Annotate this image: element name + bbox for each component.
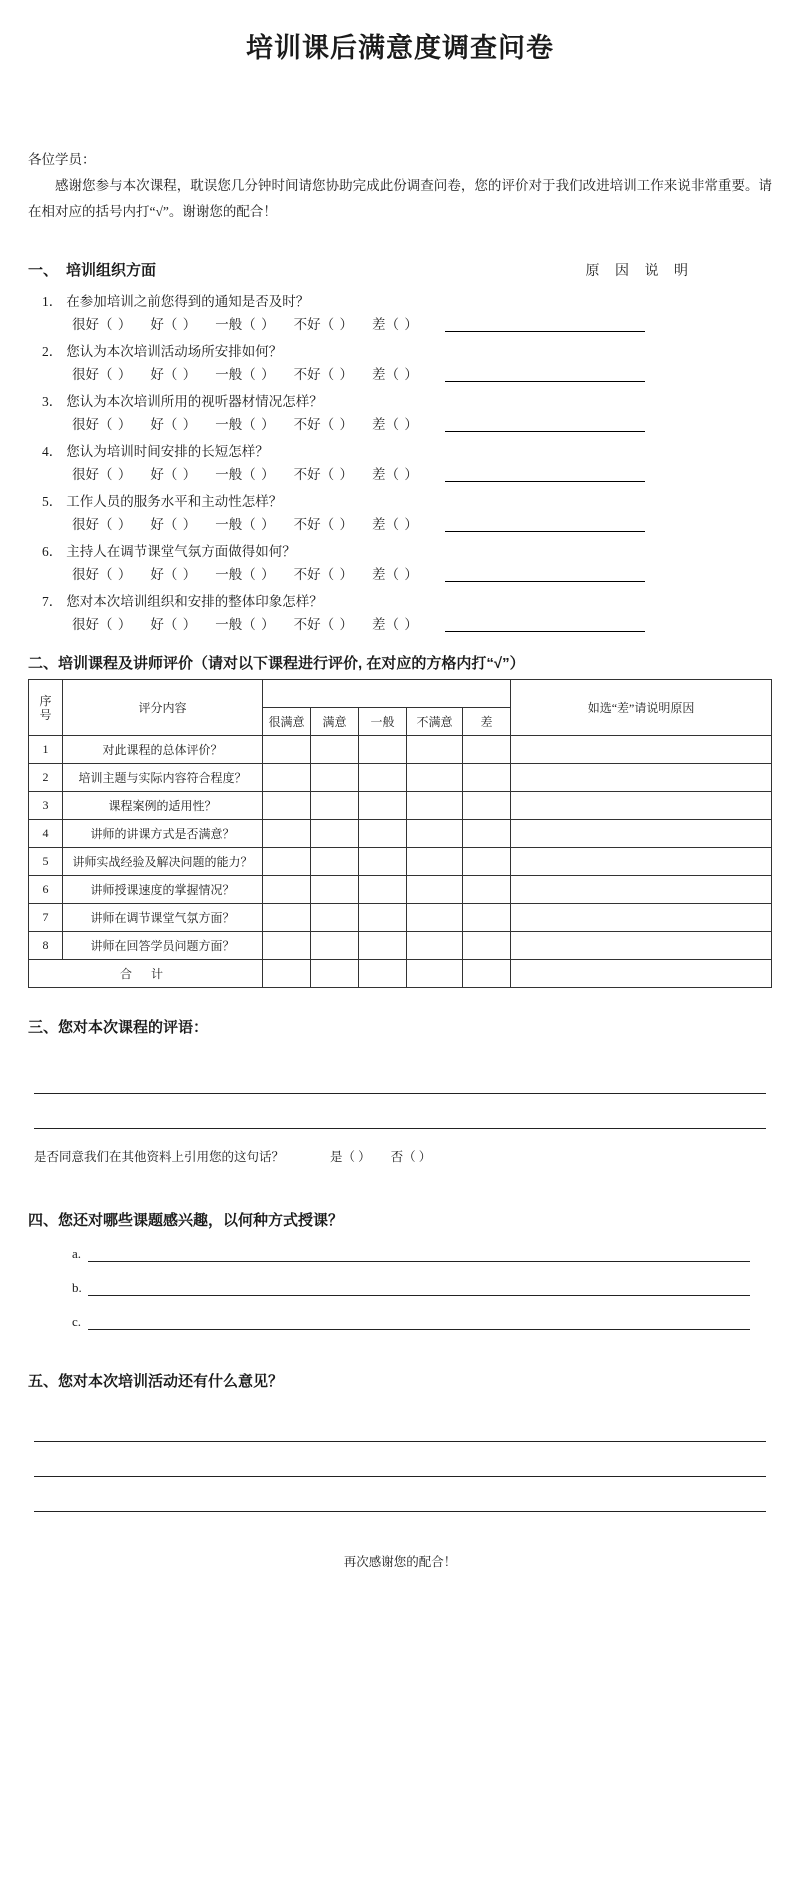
rating-checkbox-paren[interactable]: （ ）: [163, 367, 198, 382]
table-row: [29, 792, 772, 820]
section5-title: 您对本次培训活动还有什么意见？: [58, 1373, 284, 1390]
rating-checkbox-paren[interactable]: （ ）: [242, 567, 276, 582]
rating-option[interactable]: [294, 563, 354, 586]
rating-checkbox-paren[interactable]: （ ）: [385, 517, 419, 532]
reason-input-cell[interactable]: [511, 792, 772, 820]
table-row: [29, 876, 772, 904]
row-number-cell: 7: [29, 904, 63, 932]
rating-checkbox-cell[interactable]: [311, 764, 359, 792]
rating-checkbox-cell[interactable]: [463, 792, 511, 820]
question-number: 7．: [42, 594, 63, 609]
rating-checkbox-paren[interactable]: （ ）: [163, 617, 198, 632]
lettered-answer-label: a.: [72, 1246, 82, 1261]
th-scale: 满意: [311, 708, 359, 736]
th-serial: [29, 680, 63, 736]
section2-header: [28, 652, 772, 673]
section3-header: [28, 1016, 772, 1037]
rating-checkbox-paren[interactable]: （ ）: [242, 367, 276, 382]
rating-option-label: 很好: [72, 467, 99, 482]
rating-option[interactable]: [215, 363, 275, 386]
rating-option-label: 一般: [215, 567, 243, 582]
rating-checkbox-cell[interactable]: [311, 904, 359, 932]
reason-input-cell[interactable]: [511, 764, 772, 792]
table-row: [29, 736, 772, 764]
rating-option-label: 很好: [72, 517, 99, 532]
rating-checkbox-paren[interactable]: （ ）: [242, 317, 276, 332]
rating-checkbox-cell[interactable]: [311, 848, 359, 876]
rating-option[interactable]: [372, 413, 419, 436]
rating-checkbox-paren[interactable]: （ ）: [163, 567, 198, 582]
section1-header: [28, 259, 772, 280]
rating-checkbox-paren[interactable]: （ ）: [385, 367, 419, 382]
th-scale: 差: [463, 708, 511, 736]
rating-option-label: 好: [150, 467, 164, 482]
row-content-cell: 对此课程的总体评价？: [63, 736, 263, 764]
footer-thanks: 再次感谢您的配合！: [343, 1555, 457, 1569]
lettered-answer-row: [28, 1246, 772, 1262]
rating-checkbox-paren[interactable]: （ ）: [320, 417, 354, 432]
rating-checkbox-cell[interactable]: [311, 932, 359, 960]
lettered-answer-row: [28, 1280, 772, 1296]
rating-option-row: [28, 413, 772, 436]
rating-option-label: 好: [150, 567, 164, 582]
lettered-answer-row: [28, 1314, 772, 1330]
section3-number: 三、: [28, 1019, 59, 1036]
evaluation-table: [28, 679, 772, 988]
reason-blank-line[interactable]: [445, 567, 645, 582]
rating-checkbox-cell[interactable]: [263, 736, 311, 764]
intro-body: 感谢您参与本次课程，耽误您几分钟时间请您协助完成此份调查问卷，您的评价对于我们改进培训工作来说非常重要。请在相对应的括号内打“√”。谢谢您的配合！: [28, 178, 772, 219]
rating-checkbox-cell[interactable]: [407, 792, 463, 820]
rating-option[interactable]: [150, 413, 197, 436]
th-reason: 如选“差”请说明原因: [511, 680, 772, 736]
rating-option-label: 很好: [72, 317, 99, 332]
rating-checkbox-cell[interactable]: [407, 932, 463, 960]
rating-checkbox-cell[interactable]: [359, 736, 407, 764]
rating-checkbox-paren[interactable]: （ ）: [385, 417, 419, 432]
rating-checkbox-paren[interactable]: （ ）: [320, 567, 354, 582]
question-number: 4．: [42, 444, 63, 459]
rating-option-label: 好: [150, 417, 164, 432]
quote-permission-row: [34, 1147, 766, 1165]
reason-blank-line[interactable]: [445, 517, 645, 532]
intro-salutation: 各位学员：: [28, 152, 96, 167]
rating-option-label: 一般: [215, 417, 243, 432]
rating-checkbox-paren[interactable]: （ ）: [385, 317, 419, 332]
rating-option-label: 不好: [293, 517, 321, 532]
question-text: [28, 490, 772, 513]
section1-question-list: [28, 290, 772, 636]
question-text: [28, 390, 772, 413]
rating-option-label: 差: [372, 467, 386, 482]
rating-option[interactable]: [150, 563, 197, 586]
th-scale: 不满意: [407, 708, 463, 736]
table-row: [29, 932, 772, 960]
row-content-cell: 讲师的讲课方式是否满意？: [63, 820, 263, 848]
question-label: 您认为培训时间安排的长短怎样？: [66, 444, 269, 459]
section2-number: 二、: [28, 655, 59, 672]
comment-line[interactable]: [34, 1059, 766, 1094]
total-cell[interactable]: [263, 960, 311, 988]
opinion-line[interactable]: [34, 1477, 766, 1512]
comment-line[interactable]: [34, 1094, 766, 1129]
rating-option[interactable]: [150, 513, 197, 536]
rating-option-row: [28, 613, 772, 636]
row-number-cell: 1: [29, 736, 63, 764]
rating-option-label: 好: [150, 367, 164, 382]
rating-checkbox-paren[interactable]: （ ）: [99, 317, 133, 332]
page-title: 培训课后满意度调查问卷: [246, 33, 554, 63]
intro-block: [28, 147, 772, 225]
rating-checkbox-cell[interactable]: [359, 876, 407, 904]
rating-option-row: [28, 313, 772, 336]
rating-option-label: 很好: [72, 417, 99, 432]
question-text: [28, 440, 772, 463]
row-number-cell: 4: [29, 820, 63, 848]
rating-checkbox-cell[interactable]: [463, 764, 511, 792]
rating-option[interactable]: [150, 613, 197, 636]
reason-input-cell[interactable]: [511, 736, 772, 764]
question-item: [28, 590, 772, 636]
rating-option[interactable]: [294, 413, 354, 436]
total-cell[interactable]: [463, 960, 511, 988]
question-item: [28, 440, 772, 486]
th-content: 评分内容: [63, 680, 263, 736]
rating-option[interactable]: [72, 313, 132, 336]
rating-checkbox-cell[interactable]: [407, 876, 463, 904]
question-text: [28, 290, 772, 313]
row-number-cell: 6: [29, 876, 63, 904]
rating-checkbox-cell[interactable]: [463, 932, 511, 960]
rating-checkbox-paren[interactable]: （ ）: [99, 467, 133, 482]
rating-checkbox-cell[interactable]: [311, 876, 359, 904]
rating-option-label: 不好: [293, 567, 321, 582]
reason-blank-line[interactable]: [445, 617, 645, 632]
section1-number: 一、: [28, 262, 59, 279]
rating-option-row: [28, 513, 772, 536]
rating-option[interactable]: [372, 313, 419, 336]
section1-title: 培训组织方面: [66, 262, 157, 279]
question-label: 您对本次培训组织和安排的整体印象怎样？: [66, 594, 323, 609]
th-scale: 一般: [359, 708, 407, 736]
rating-checkbox-paren[interactable]: （ ）: [99, 617, 133, 632]
section2-title: 培训课程及讲师评价（请对以下课程进行评价, 在对应的方格内打“√”）: [58, 655, 525, 672]
rating-checkbox-cell[interactable]: [263, 848, 311, 876]
rating-checkbox-paren[interactable]: （ ）: [320, 367, 354, 382]
rating-option-row: [28, 463, 772, 486]
opinion-line[interactable]: [34, 1407, 766, 1442]
rating-option[interactable]: [215, 463, 275, 486]
rating-option-row: [28, 363, 772, 386]
rating-option-label: 好: [150, 317, 164, 332]
total-cell[interactable]: [359, 960, 407, 988]
rating-checkbox-cell[interactable]: [359, 848, 407, 876]
rating-checkbox-cell[interactable]: [263, 820, 311, 848]
rating-checkbox-paren[interactable]: （ ）: [163, 467, 198, 482]
question-number: 5．: [42, 494, 63, 509]
section3-title: 您对本次课程的评语：: [58, 1019, 209, 1036]
th-scale-span: [263, 680, 511, 708]
rating-checkbox-cell[interactable]: [359, 792, 407, 820]
rating-option-label: 很好: [72, 567, 99, 582]
row-number-cell: 8: [29, 932, 63, 960]
rating-checkbox-paren[interactable]: （ ）: [163, 517, 198, 532]
section4-item-list: [28, 1246, 772, 1330]
rating-checkbox-paren[interactable]: （ ）: [242, 617, 276, 632]
table-row: [29, 764, 772, 792]
section3-block: [28, 1016, 772, 1165]
section5-header: [28, 1370, 772, 1391]
question-label: 工作人员的服务水平和主动性怎样？: [66, 494, 283, 509]
rating-option[interactable]: [72, 463, 132, 486]
row-content-cell: 课程案例的适用性？: [63, 792, 263, 820]
reason-column-label: 原 因 说 明: [585, 264, 694, 279]
question-number: 2．: [42, 344, 63, 359]
rating-checkbox-cell[interactable]: [407, 764, 463, 792]
lettered-answer-line[interactable]: [88, 1247, 750, 1262]
question-item: [28, 540, 772, 586]
question-number: 1．: [42, 294, 63, 309]
rating-option-label: 差: [372, 567, 386, 582]
rating-option-label: 差: [372, 417, 386, 432]
lettered-answer-line[interactable]: [88, 1315, 750, 1330]
row-number-cell: 5: [29, 848, 63, 876]
rating-checkbox-paren[interactable]: （ ）: [163, 317, 198, 332]
rating-option-label: 一般: [215, 367, 243, 382]
row-number-cell: 2: [29, 764, 63, 792]
opinion-line[interactable]: [34, 1442, 766, 1477]
rating-checkbox-paren[interactable]: （ ）: [242, 467, 276, 482]
rating-option[interactable]: [215, 563, 275, 586]
reason-input-cell[interactable]: [511, 932, 772, 960]
th-serial-label: 序号: [39, 693, 52, 722]
section4-header: [28, 1209, 772, 1230]
rating-option[interactable]: [294, 363, 354, 386]
row-number-cell: 3: [29, 792, 63, 820]
section4-block: [28, 1209, 772, 1330]
rating-option-label: 一般: [215, 617, 243, 632]
evaluation-table-body: [29, 736, 772, 960]
rating-checkbox-cell[interactable]: [359, 820, 407, 848]
row-content-cell: 讲师在回答学员问题方面？: [63, 932, 263, 960]
rating-checkbox-paren[interactable]: （ ）: [385, 467, 419, 482]
table-row: [29, 904, 772, 932]
rating-option[interactable]: [294, 513, 354, 536]
section5-block: [28, 1370, 772, 1512]
reason-blank-line[interactable]: [445, 317, 645, 332]
table-header-row-top: [29, 680, 772, 708]
rating-checkbox-cell[interactable]: [407, 820, 463, 848]
rating-option-label: 不好: [293, 617, 321, 632]
rating-option[interactable]: [72, 363, 132, 386]
rating-checkbox-paren[interactable]: （ ）: [99, 417, 133, 432]
rating-checkbox-cell[interactable]: [463, 904, 511, 932]
rating-checkbox-paren[interactable]: （ ）: [320, 317, 354, 332]
row-content-cell: 讲师在调节课堂气氛方面？: [63, 904, 263, 932]
rating-option-label: 一般: [215, 467, 243, 482]
rating-option-label: 很好: [72, 617, 99, 632]
rating-checkbox-cell[interactable]: [407, 848, 463, 876]
rating-option[interactable]: [372, 563, 419, 586]
total-label: 合 计: [119, 967, 171, 981]
rating-option-label: 不好: [293, 317, 321, 332]
table-row: [29, 848, 772, 876]
rating-option[interactable]: [150, 463, 197, 486]
rating-option-label: 不好: [293, 417, 321, 432]
question-item: [28, 340, 772, 386]
question-number: 3．: [42, 394, 63, 409]
reason-input-cell[interactable]: [511, 904, 772, 932]
section4-number: 四、: [28, 1212, 59, 1229]
rating-checkbox-paren[interactable]: （ ）: [320, 467, 354, 482]
rating-checkbox-paren[interactable]: （ ）: [385, 567, 419, 582]
rating-checkbox-cell[interactable]: [359, 764, 407, 792]
rating-option-label: 好: [150, 617, 164, 632]
rating-option[interactable]: [372, 363, 419, 386]
rating-option-label: 差: [372, 367, 386, 382]
rating-option-label: 差: [372, 617, 386, 632]
lettered-answer-label: c.: [72, 1314, 82, 1329]
question-label: 您认为本次培训活动场所安排如何？: [66, 344, 283, 359]
rating-option[interactable]: [372, 613, 419, 636]
total-label-cell: [29, 960, 263, 988]
rating-checkbox-paren[interactable]: （ ）: [242, 417, 276, 432]
th-scale: 很满意: [263, 708, 311, 736]
reason-input-cell[interactable]: [511, 820, 772, 848]
rating-option[interactable]: [215, 513, 275, 536]
reason-blank-line[interactable]: [445, 467, 645, 482]
question-item: [28, 490, 772, 536]
quote-option-yes[interactable]: 是（ ）: [330, 1150, 371, 1164]
rating-checkbox-paren[interactable]: （ ）: [320, 617, 354, 632]
lettered-answer-label: b.: [72, 1280, 82, 1295]
rating-option-label: 一般: [215, 517, 243, 532]
rating-option-label: 不好: [293, 367, 321, 382]
row-content-cell: 培训主题与实际内容符合程度？: [63, 764, 263, 792]
rating-checkbox-cell[interactable]: [263, 792, 311, 820]
rating-checkbox-cell[interactable]: [263, 932, 311, 960]
question-number: 6．: [42, 544, 63, 559]
total-cell[interactable]: [311, 960, 359, 988]
rating-option[interactable]: [215, 313, 275, 336]
rating-option[interactable]: [150, 363, 197, 386]
question-text: [28, 590, 772, 613]
reason-blank-line[interactable]: [445, 417, 645, 432]
section1-title-group: [28, 259, 156, 280]
table-total-row: [29, 960, 772, 988]
lettered-answer-line[interactable]: [88, 1281, 750, 1296]
rating-option[interactable]: [215, 413, 275, 436]
rating-checkbox-cell[interactable]: [463, 848, 511, 876]
reason-input-cell[interactable]: [511, 848, 772, 876]
rating-option-row: [28, 563, 772, 586]
rating-checkbox-paren[interactable]: （ ）: [99, 567, 133, 582]
question-text: [28, 340, 772, 363]
rating-option[interactable]: [72, 613, 132, 636]
rating-option[interactable]: [72, 513, 132, 536]
rating-checkbox-cell[interactable]: [311, 820, 359, 848]
rating-option[interactable]: [372, 513, 419, 536]
question-label: 主持人在调节课堂气氛方面做得如何？: [66, 544, 296, 559]
rating-option[interactable]: [294, 463, 354, 486]
rating-checkbox-cell[interactable]: [407, 904, 463, 932]
rating-option-label: 很好: [72, 367, 99, 382]
rating-checkbox-cell[interactable]: [263, 764, 311, 792]
rating-option[interactable]: [215, 613, 275, 636]
rating-option[interactable]: [294, 613, 354, 636]
rating-option[interactable]: [72, 413, 132, 436]
reason-input-cell[interactable]: [511, 876, 772, 904]
rating-checkbox-paren[interactable]: （ ）: [99, 367, 133, 382]
rating-checkbox-cell[interactable]: [263, 876, 311, 904]
rating-option[interactable]: [294, 313, 354, 336]
total-reason-cell[interactable]: [511, 960, 772, 988]
row-content-cell: 讲师授课速度的掌握情况？: [63, 876, 263, 904]
rating-option-label: 一般: [215, 317, 243, 332]
rating-option[interactable]: [150, 313, 197, 336]
quote-option-no[interactable]: 否（ ）: [390, 1150, 432, 1164]
rating-checkbox-cell[interactable]: [263, 904, 311, 932]
rating-checkbox-paren[interactable]: （ ）: [163, 417, 198, 432]
rating-checkbox-paren[interactable]: （ ）: [385, 617, 419, 632]
question-item: [28, 290, 772, 336]
rating-option-label: 差: [372, 317, 386, 332]
rating-checkbox-cell[interactable]: [463, 736, 511, 764]
rating-option-label: 不好: [293, 467, 321, 482]
rating-checkbox-paren[interactable]: （ ）: [320, 517, 354, 532]
rating-checkbox-cell[interactable]: [463, 820, 511, 848]
question-text: [28, 540, 772, 563]
rating-checkbox-paren[interactable]: （ ）: [99, 517, 133, 532]
section5-number: 五、: [28, 1373, 59, 1390]
reason-blank-line[interactable]: [445, 367, 645, 382]
question-item: [28, 390, 772, 436]
rating-checkbox-cell[interactable]: [359, 932, 407, 960]
rating-checkbox-cell[interactable]: [463, 876, 511, 904]
rating-checkbox-cell[interactable]: [407, 736, 463, 764]
rating-option-label: 好: [150, 517, 164, 532]
total-cell[interactable]: [407, 960, 463, 988]
question-label: 您认为本次培训所用的视听器材情况怎样？: [66, 394, 323, 409]
rating-checkbox-paren[interactable]: （ ）: [242, 517, 276, 532]
rating-option[interactable]: [72, 563, 132, 586]
rating-checkbox-cell[interactable]: [311, 792, 359, 820]
rating-checkbox-cell[interactable]: [359, 904, 407, 932]
table-row: [29, 820, 772, 848]
section4-title: 您还对哪些课题感兴趣，以何种方式授课？: [58, 1212, 344, 1229]
question-label: 在参加培训之前您得到的通知是否及时？: [66, 294, 310, 309]
quote-permission-question: 是否同意我们在其他资料上引用您的这句话？: [34, 1150, 285, 1164]
row-content-cell: 讲师实战经验及解决问题的能力？: [63, 848, 263, 876]
rating-option-label: 差: [372, 517, 386, 532]
rating-option[interactable]: [372, 463, 419, 486]
rating-checkbox-cell[interactable]: [311, 736, 359, 764]
